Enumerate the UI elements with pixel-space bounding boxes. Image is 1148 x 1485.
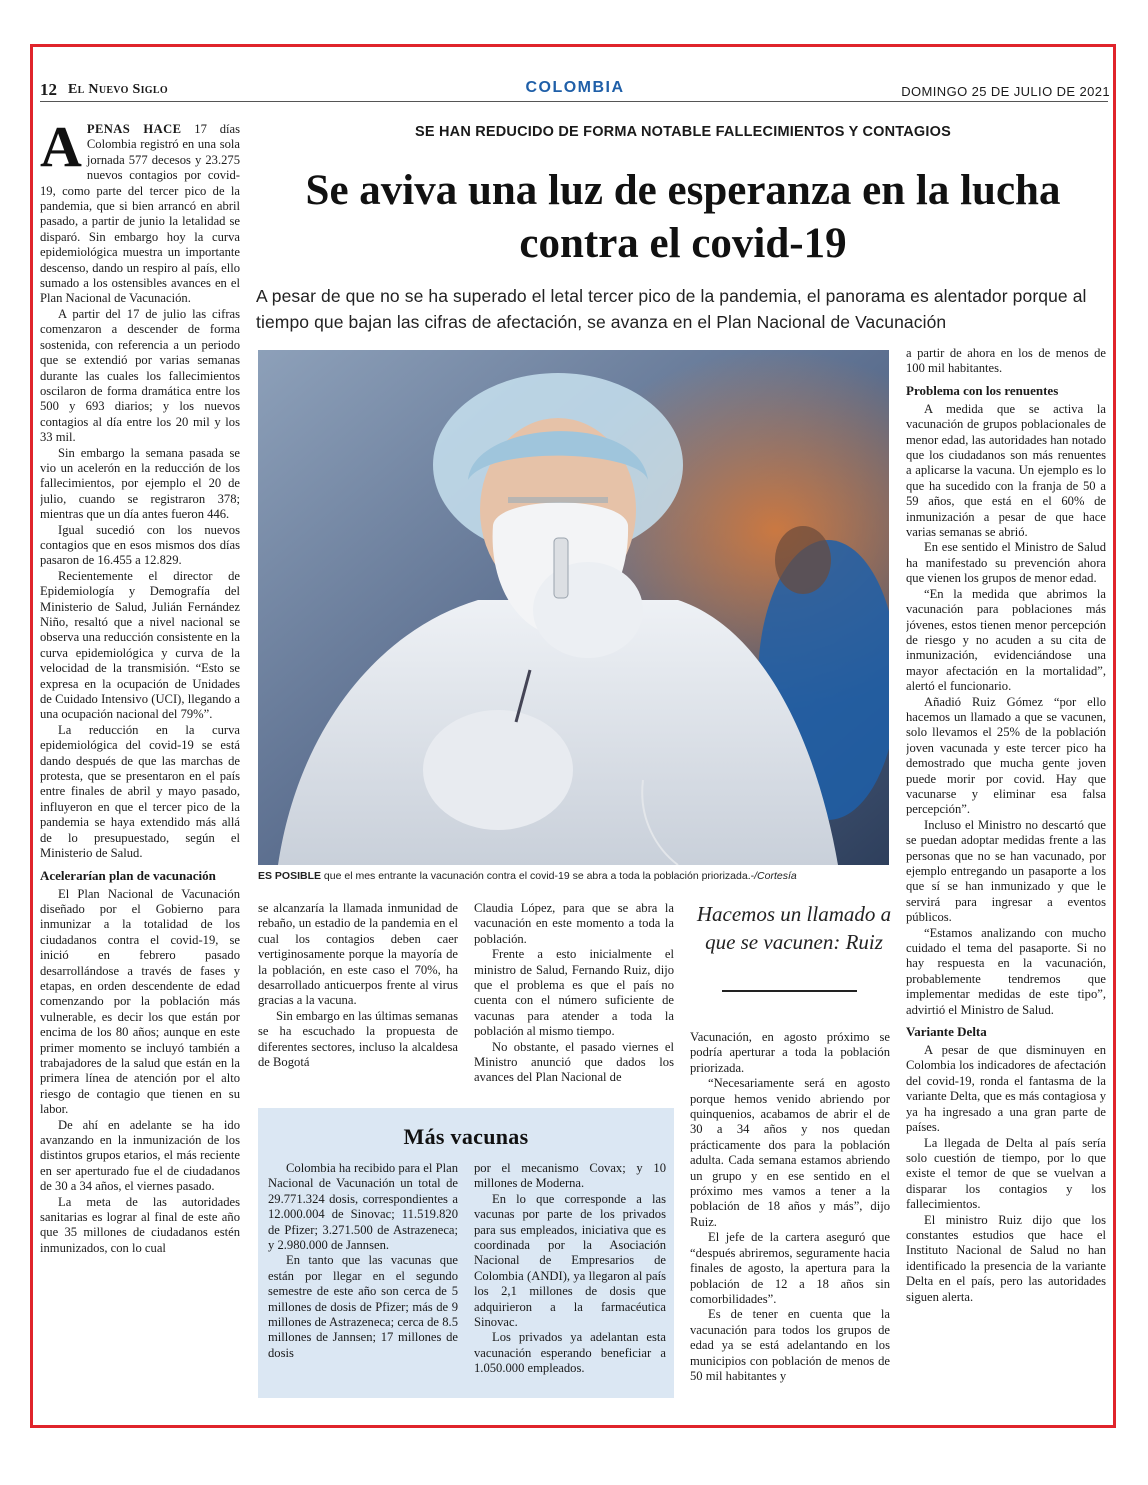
photo-illustration	[258, 350, 889, 865]
photo-caption	[258, 870, 898, 882]
lead-caps: PENAS HACE	[86, 122, 182, 136]
paragraph: “Estamos analizando con mucho cuidado el tema del pasaporte. Si no hay respuesta en la vacunación, probablemente tendremos que implementar medidas de este tipo”, advirtió el Ministro de Salud.	[906, 925, 1106, 1017]
sidebar-title: Más vacunas	[403, 1124, 529, 1149]
subheading: Variante Delta	[906, 1024, 987, 1040]
paragraph: No obstante, el pasado viernes el Ministro anunció que dados los avances del Plan Nacional de	[474, 1039, 674, 1085]
caption-text: que el mes entrante la vacunación contra el covid-19 se abra a toda la población priorizada.-	[321, 870, 755, 882]
paragraph: Sin embargo en las últimas semanas se ha escuchado la propuesta de diferentes sectores, incluso la alcaldesa de Bogotá	[258, 1008, 458, 1070]
paragraph: Sin embargo la semana pasada se vio un acelerón en la reducción de los fallecimientos, por ejemplo el 20 de julio, cuando se registraron 378; mientras que un día antes fueron 446.	[40, 445, 240, 522]
article-deck: A pesar de que no se ha superado el letal tercer pico de la pandemia, el panorama es alentador porque al tiempo que bajan las cifras de afectación, se avanza en el Plan Nacional de Vacunación	[256, 286, 1087, 332]
paragraph: El Plan Nacional de Vacunación diseñado por el Gobierno para inmunizar a la totalidad de los ciudadanos contra el covid-19, se inició en febrero pasado desarrollándose a través de fases y etapas, en orden descendente de edad comenzando por la población más vulnerable, es decir los que están por encima de los 80 años; aunque en este primer momento se incluyó también a trabajadores de la salud que están en la primera línea de atención por el alto riesgo de contagio que tienen en su labor.	[40, 886, 240, 1117]
article-column-4	[690, 1030, 890, 1410]
sidebar-column-right	[474, 1161, 666, 1393]
subheading: Problema con los renuentes	[906, 382, 1059, 398]
paragraph: De ahí en adelante se ha ido avanzando en la inmunización de los distintos grupos etarios, el más reciente en ser aperturado fue el de ciudadanos de 30 a 34 años, el viernes pasado.	[40, 1117, 240, 1194]
article-column-5	[906, 346, 1106, 1406]
paragraph: La llegada de Delta al país sería solo cuestión de tiempo, por lo que existe el temor de que se vuelvan a disparar los contagios y los fallecimientos.	[906, 1135, 1106, 1212]
paragraph: Claudia López, para que se abra la vacunación en este momento a toda la población.	[474, 901, 674, 946]
paragraph: En ese sentido el Ministro de Salud ha manifestado su prevención ahora que vienen los grupos de menor edad.	[906, 540, 1106, 586]
paragraph: se alcanzaría la llamada inmunidad de rebaño, un estadio de la pandemia en el cual los contagios deben caer vertiginosamente porque la mayoría de la población, en este caso el 70%, ha desarrollado anticuerpos frente al virus gracias a la vacuna.	[258, 901, 458, 1008]
paragraph: “Necesariamente será en agosto porque hemos venido abriendo por quinquenios, acabamos de abrir el de 30 a 34 años y nos quedan prácticamente dos para la población adulta. Cada semana estamos abriendo un grupo y en ese sentido en el próximo mes vamos a tener a la población de 18 años y más”, dijo Ruiz.	[690, 1076, 890, 1229]
paragraph: Vacunación, en agosto próximo se podría aperturar a toda la población priorizada.	[690, 1030, 890, 1075]
paragraph: Los privados ya adelantan esta vacunación esperando beneficiar a 1.050.000 empleados.	[474, 1330, 666, 1376]
lead-text: 17 días Colombia registró en una sola jornada 577 decesos y 23.275 nuevos contagios por covid-19, como parte del tercer pico de la pandemia, que si bien arrancó en abril pasado, a partir de junio la letalidad se disparó. Sin embargo hoy la curva epidemiológica muestra un importante descenso, dando un respiro al país, ello sumado a los ostensibles avances en el Plan Nacional de Vacunación.	[40, 122, 240, 306]
paragraph: “En la medida que abrimos la vacunación para poblaciones más jóvenes, estos tienen menor percepción de riesgo y no acuden a su cita de inmunización, evidenciándose una mayor afectación en la mortalidad”, alertó el funcionario.	[906, 586, 1106, 694]
caption-lead: ES POSIBLE	[258, 870, 322, 882]
sidebar-column-left	[268, 1161, 458, 1393]
paragraph: A medida que se activa la vacunación de grupos poblacionales de menor edad, las autoridades han notado que los ciudadanos son más renuentes a aplicarse la vacuna. Un ejemplo es lo que ha sucedido con la franja de 50 a 59 años, que está en el 60% de inmunización a pesar de que hace varias semanas se abrió.	[906, 401, 1106, 540]
lead-paragraph	[40, 122, 240, 307]
vaccination-photo	[258, 350, 889, 865]
paragraph: Igual sucedió con los nuevos contagios que en esos mismos dos días pasaron de 16.455 a 12.829.	[40, 522, 240, 568]
paragraph: Frente a esto inicialmente el ministro de Salud, Fernando Ruiz, dijo que el problema es que el país no cuenta con el número suficiente de vacunas para atender a toda la población al mismo tiempo.	[474, 947, 674, 1039]
caption-credit: /Cortesía	[754, 870, 797, 882]
paragraph: La meta de las autoridades sanitarias es lograr al final de este año que 35 millones de ciudadanos estén inmunizados, con lo cual	[40, 1194, 240, 1255]
pull-quote: Hacemos un llamado a que se vacunen: Ruiz	[696, 902, 892, 954]
issue-date: DOMINGO 25 DE JULIO DE 2021	[901, 84, 1110, 99]
paragraph: A pesar de que disminuyen en Colombia los indicadores de afectación del covid-19, ronda el fantasma de la variante Delta, que es más contagiosa y ya ha ingresado a una gran parte de países.	[906, 1043, 1106, 1135]
paragraph: Añadió Ruiz Gómez “por ello hacemos un llamado a que se vacunen, solo llevamos el 25% de la población joven vacunada y este tercer pico ha demostrado que mucha gente joven puede morir por covid. Hay que vacunarse y eliminar esa falsa percepción”.	[906, 694, 1106, 817]
paragraph: Recientemente el director de Epidemiología y Demografía del Ministerio de Salud, Julián Fernández Niño, resaltó que a nivel nacional se observa una reducción consistente en la curva epidemiológica y curva de la velocidad de la transmisión. “Esto se expresa en la ocupación de Unidades de Cuidado Intensivo (UCI), llegando a una ocupación nacional del 79%”.	[40, 568, 240, 722]
article-headline: Se aviva una luz de esperanza en la lucha contra el covid-19	[305, 167, 1061, 267]
subheading: Acelerarían plan de vacunación	[40, 867, 216, 883]
header-divider	[40, 101, 1108, 102]
paragraph: El jefe de la cartera aseguró que “después abriremos, seguramente hacia finales de agosto, la apertura para la población de 12 a 18 años sin comorbilidades”.	[690, 1230, 890, 1306]
article-column-2	[258, 901, 458, 1099]
paragraph: En lo que corresponde a las vacunas por parte de los privados para sus empleados, iniciativa que es coordinada por la Asociación Nacional de Empresarios de Colombia (ANDI), ya llegaron al país los 2,1 millones de dosis que adquirieron a la farmacéutica Sinovac.	[474, 1191, 666, 1330]
paragraph: El ministro Ruiz dijo que los constantes estudios que hace el Instituto Nacional de Salud no han identificado la presencia de la variante Delta en el país, pero las autoridades siguen alerta.	[906, 1212, 1106, 1304]
article-column-1	[40, 122, 240, 1427]
paragraph: por el mecanismo Covax; y 10 millones de Moderna.	[474, 1161, 666, 1191]
drop-cap: A	[40, 122, 82, 179]
article-column-3	[474, 901, 674, 1099]
pull-quote-rule	[722, 990, 857, 992]
section-name: COLOMBIA	[525, 79, 625, 96]
paragraph: Es de tener en cuenta que la vacunación para todos los grupos de edad ya se está adelantando en los municipios con población de menos de 50 mil habitantes y	[690, 1307, 890, 1383]
paragraph: Incluso el Ministro no descartó que se puedan adoptar medidas frente a las personas que no se han vacunado, por ejemplo entregando un pasaporte a los que sí se han inmunizado y que le servirá para ingresar a eventos públicos.	[906, 817, 1106, 925]
paragraph: A partir del 17 de julio las cifras comenzaron a descender de forma sostenida, con referencia a un periodo que se extendió por varias semanas durante las cuales los fallecimientos oscilaron de forma dramática entre los 500 y 693 diarios; y los nuevos contagios al día entre los 20 mil y los 33 mil.	[40, 306, 240, 445]
paragraph: La reducción en la curva epidemiológica del covid-19 se está dando después de que las marchas de protesta, que se presentaron en el país entre finales de abril y mayo pasado, influyeron en que el tercer pico de la pandemia se haya extendido más allá de lo presupuestado, según el Ministerio de Salud.	[40, 722, 240, 861]
paragraph: Colombia ha recibido para el Plan Nacional de Vacunación un total de 29.771.324 dosis, correspondientes a 12.000.004 de Sinovac; 11.519.820 de Pfizer; 3.271.500 de Astrazeneca; y 2.980.000 de Jannsen.	[268, 1161, 458, 1253]
publication-name: El Nuevo Siglo	[68, 82, 168, 97]
page-number: 12	[40, 80, 57, 99]
article-kicker: SE HAN REDUCIDO DE FORMA NOTABLE FALLECIMIENTOS Y CONTAGIOS	[415, 124, 951, 140]
paragraph: En tanto que las vacunas que están por llegar en el segundo semestre de este año son cerca de 5 millones de dosis de Pfizer; más de 9 millones de Astrazeneca; cerca de 8.5 millones de Jannsen; 17 millones de dosis	[268, 1253, 458, 1360]
paragraph: a partir de ahora en los de menos de 100 mil habitantes.	[906, 346, 1106, 376]
